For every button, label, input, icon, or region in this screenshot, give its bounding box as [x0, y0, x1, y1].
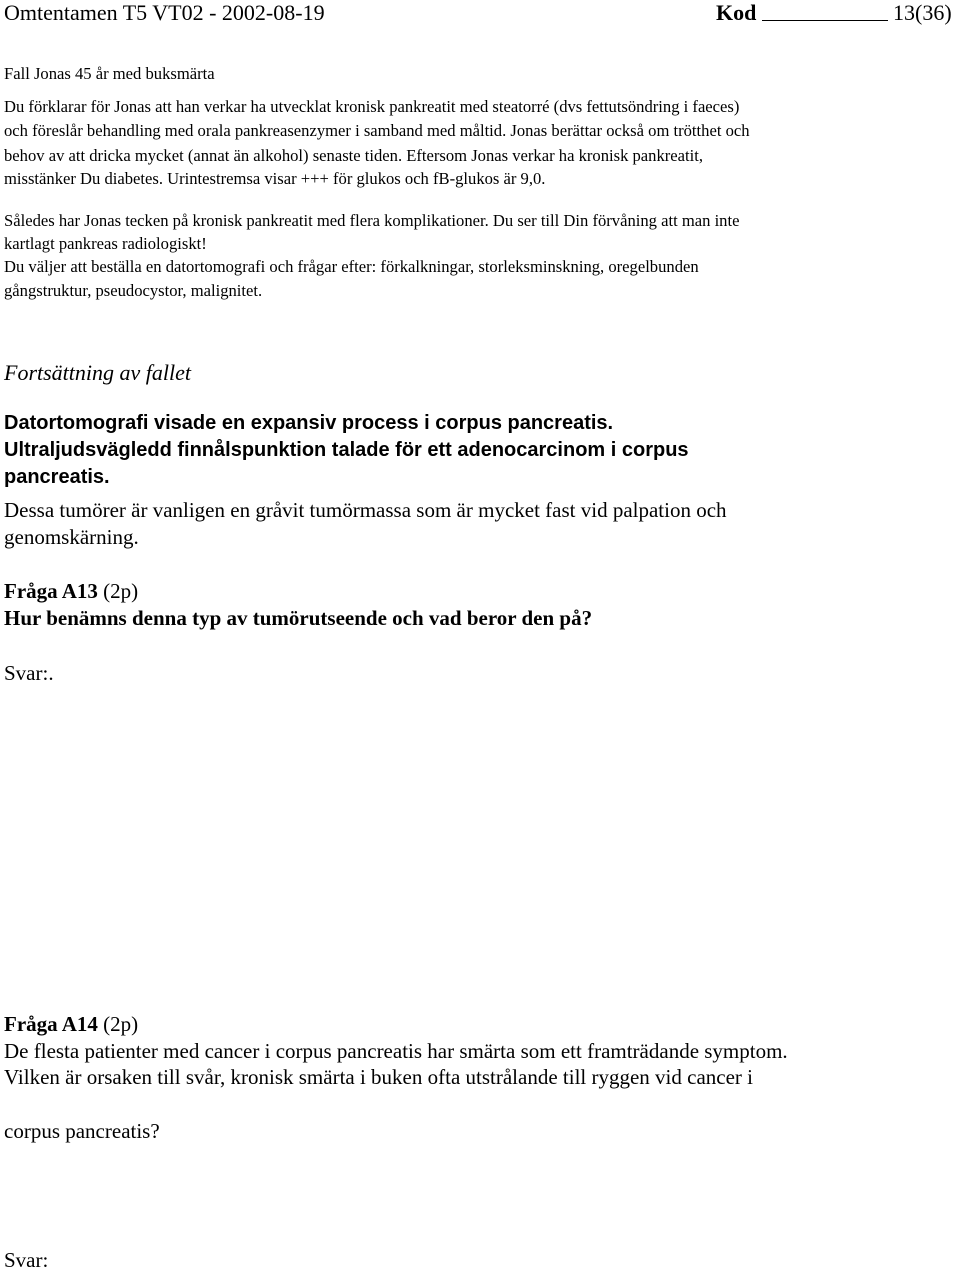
question-a13-text: Hur benämns denna typ av tumörutseende och vad beror den på?: [4, 606, 593, 630]
kod-fill-line: [762, 20, 888, 21]
question-a14-line2: Vilken är orsaken till svår, kronisk smärta i buken ofta utstrålande till ryggen vid cancer i: [4, 1065, 754, 1089]
finding-line3: pancreatis.: [4, 466, 110, 488]
question-a14-answer-label: Svar:: [4, 1248, 49, 1272]
finding-line2: Ultraljudsvägledd finnålspunktion talade för ett adenocarcinom i corpus: [4, 439, 689, 461]
description-line2: genomskärning.: [4, 525, 139, 549]
case-para2-line2: kartlagt pankreas radiologiskt!: [4, 234, 207, 253]
page-number: 13(36): [893, 0, 952, 25]
question-a14-points: (2p): [97, 1012, 139, 1036]
question-a13-answer-label: Svar:.: [4, 661, 54, 685]
case-para2-line1: Således har Jonas tecken på kronisk pankreatit med flera komplikationer. Du ser till Din förvåning att man inte: [4, 211, 740, 230]
question-a13-points: (2p): [97, 579, 139, 603]
description-line1: Dessa tumörer är vanligen en gråvit tumörmassa som är mycket fast vid palpation och: [4, 498, 727, 522]
case-para1-line4: misstänker Du diabetes. Urintestremsa visar +++ för glukos och fB-glukos är 9,0.: [4, 169, 546, 188]
case-para2-line4: gångstruktur, pseudocystor, malignitet.: [4, 281, 263, 300]
question-a14-heading: [4, 1011, 138, 1038]
question-a14-line3: corpus pancreatis?: [4, 1119, 160, 1143]
continuation-heading: Fortsättning av fallet: [4, 360, 191, 385]
question-a13-heading: [4, 578, 138, 605]
kod-label: Kod: [716, 0, 757, 25]
document-title: Omtentamen T5 VT02 - 2002-08-19: [4, 0, 325, 25]
case-para1-line1: Du förklarar för Jonas att han verkar ha utvecklat kronisk pankreatit med steatorré (dvs fettutsöndring i faeces): [4, 97, 740, 116]
question-a14-line1: De flesta patienter med cancer i corpus pancreatis har smärta som ett framträdande symptom.: [4, 1039, 788, 1063]
case-para2-line3: Du väljer att beställa en datortomografi och frågar efter: förkalkningar, storleksminskning, oregelbunden: [4, 257, 699, 276]
case-para1-line2: och föreslår behandling med orala pankreasenzymer i samband med måltid. Jonas berättar också om trötthet och: [4, 121, 750, 140]
case-title: Fall Jonas 45 år med buksmärta: [4, 64, 215, 83]
finding-line1: Datortomografi visade en expansiv process i corpus pancreatis.: [4, 412, 614, 434]
question-a13-label: Fråga A13: [4, 579, 98, 603]
case-para1-line3: behov av att dricka mycket (annat än alkohol) senaste tiden. Eftersom Jonas verkar ha kronisk pankreatit,: [4, 146, 704, 165]
question-a14-label: Fråga A14: [4, 1012, 98, 1036]
